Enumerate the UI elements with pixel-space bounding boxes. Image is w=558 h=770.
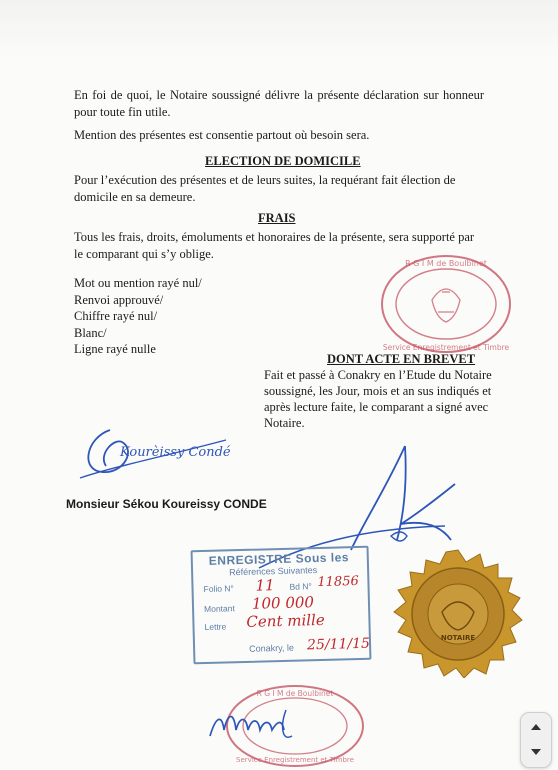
reg-date-value: 25/11/15 — [306, 635, 371, 654]
para-frais: Tous les frais, droits, émoluments et honoraires de la présente, sera supporté par le comparant qui s’y oblige. — [74, 230, 475, 261]
scroll-down-button[interactable] — [526, 742, 546, 762]
svg-text:NOTAIRE: NOTAIRE — [440, 634, 476, 642]
reg-lettre-label: Lettre — [204, 621, 227, 633]
mention-item: Renvoi approuvé/ — [74, 292, 164, 307]
registration-stamp — [191, 546, 372, 665]
reg-folio-value: 11 — [255, 576, 275, 595]
mention-item: Blanc/ — [74, 325, 107, 340]
svg-text:Kourèissy Condé: Kourèissy Condé — [120, 445, 231, 460]
para-acte: Fait et passé à Conakry en l’Etude du Notaire soussigné, les Jour, mois et an sus indiqués et après lecture faite, le comparant a signé avec Notaire. — [264, 368, 492, 430]
page-scroll-widget — [520, 712, 552, 768]
scroll-up-button[interactable] — [526, 717, 546, 737]
para-election: Pour l’exécution des présentes et de leurs suites, la requérant fait élection de domicile en sa demeure. — [74, 173, 456, 204]
svg-text:Service Enregistrement et Timb: Service Enregistrement et Timbre — [382, 343, 510, 352]
chevron-up-icon — [530, 723, 542, 731]
para-foi: En foi de quoi, le Notaire soussigné délivre la présente déclaration sur honneur pour toute fin utile. — [74, 88, 484, 119]
gold-notary-seal — [392, 548, 524, 678]
reg-montant-value: 100 000 — [251, 593, 315, 613]
round-stamp-top — [378, 252, 514, 356]
reg-bd-label: Bd N° — [289, 581, 312, 592]
heading-acte: DONT ACTE EN BREVET — [327, 352, 476, 366]
heading-election: ELECTION DE DOMICILE — [205, 154, 361, 168]
reg-subtitle: Références Suivantes — [228, 565, 318, 578]
comparant-signature — [76, 420, 246, 484]
chevron-down-icon — [530, 748, 542, 756]
svg-text:R G I M de Boulbinet: R G I M de Boulbinet — [256, 689, 334, 698]
reg-folio-label: Folio N° — [203, 583, 235, 595]
mention-item: Chiffre rayé nul/ — [74, 309, 158, 323]
mention-list — [74, 275, 202, 358]
mention-item: Mot ou mention rayé nul/ — [74, 276, 202, 290]
reg-lettre-value: Cent mille — [246, 610, 325, 631]
svg-text:R G I M de Boulbinet: R G I M de Boulbinet — [405, 259, 487, 268]
svg-text:Service Enregistrement et Timb: Service Enregistrement et Timbre — [236, 756, 354, 764]
reg-montant-label: Montant — [203, 603, 235, 615]
reg-bd-value: 11856 — [317, 573, 359, 591]
scan-shadow — [0, 0, 558, 60]
reg-title: ENREGISTRE Sous les — [208, 550, 350, 568]
para-mention: Mention des présentes est consentie partout où besoin sera. — [74, 128, 370, 142]
mention-item: Ligne rayé nulle — [74, 342, 156, 356]
reg-place-label: Conakry, le — [249, 642, 295, 654]
heading-frais: FRAIS — [258, 211, 296, 225]
signer-name: Monsieur Sékou Koureissy CONDE — [66, 497, 267, 511]
bottom-signature — [206, 706, 302, 746]
